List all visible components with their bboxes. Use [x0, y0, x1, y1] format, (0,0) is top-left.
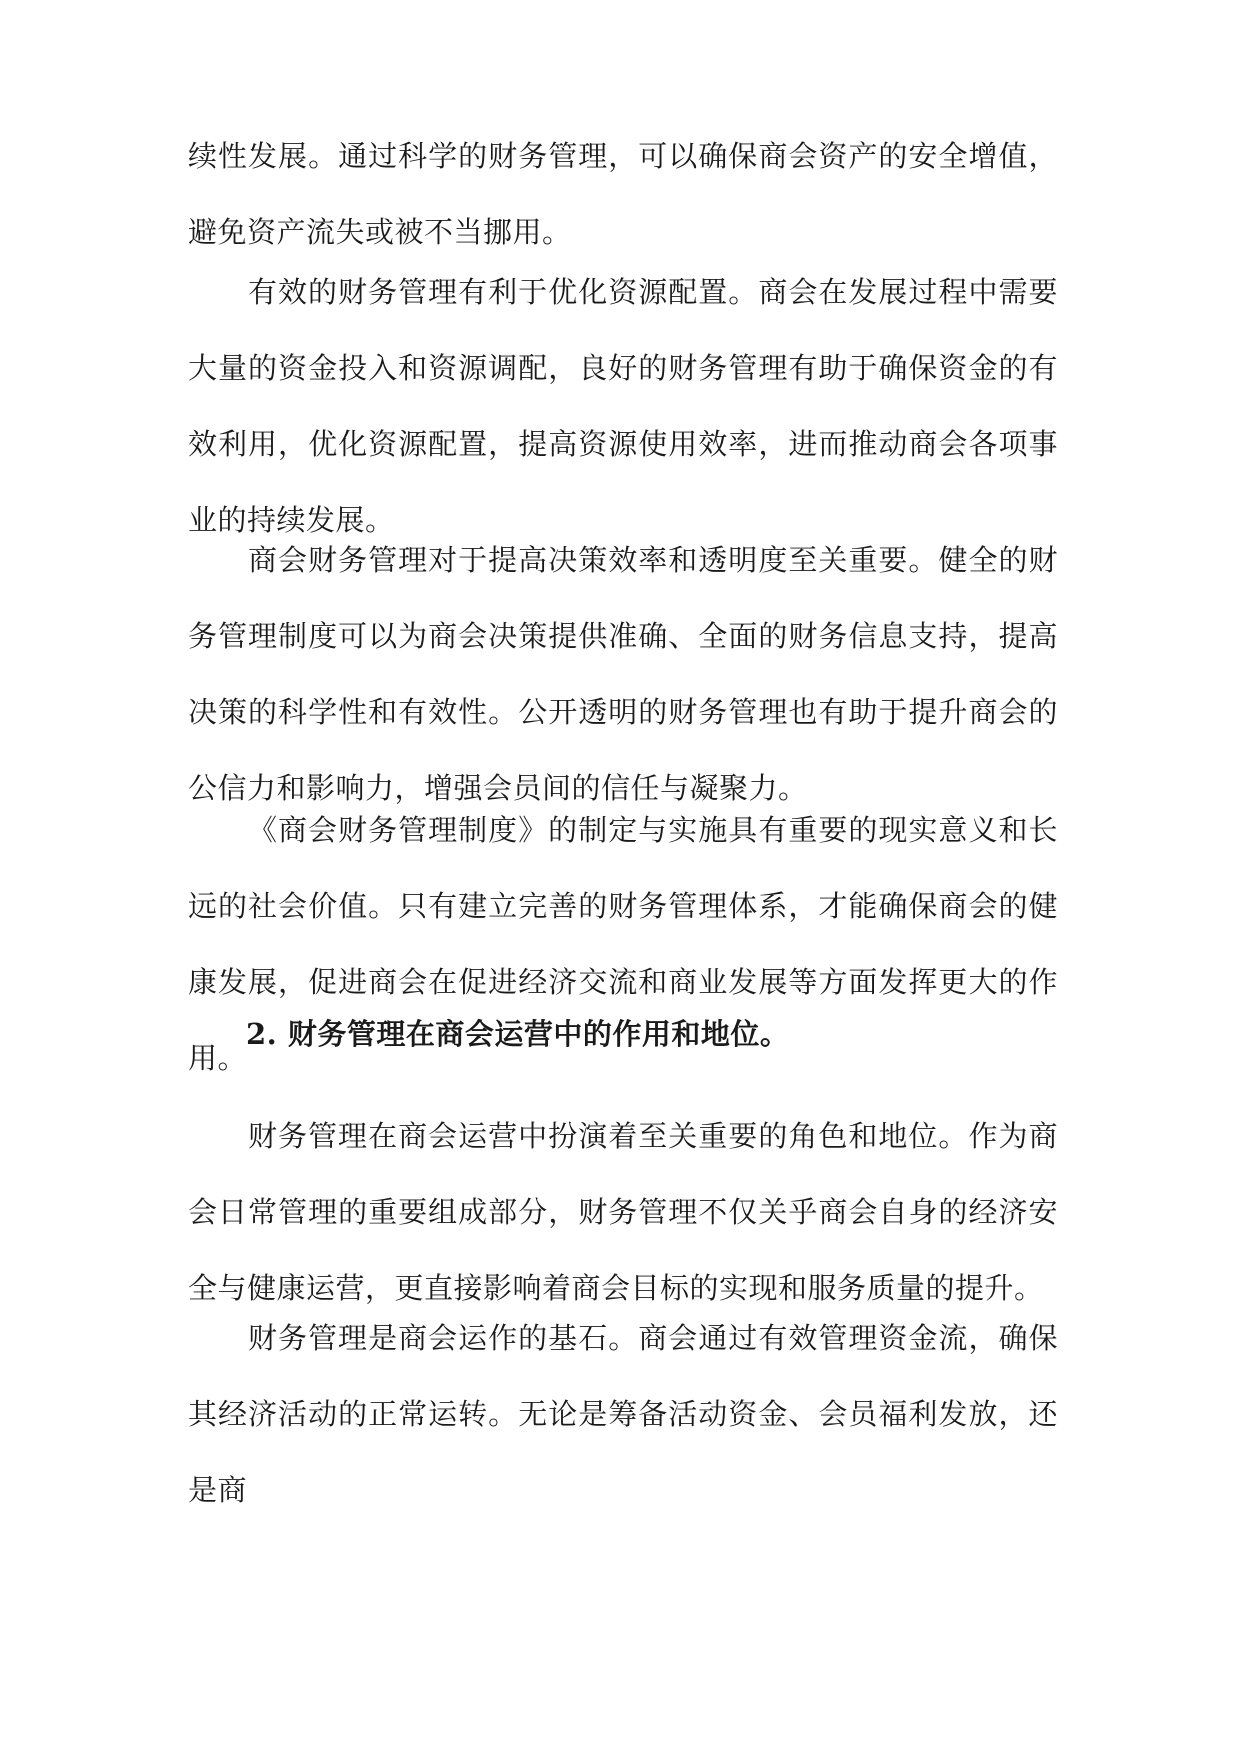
paragraph-resource-allocation: 有效的财务管理有利于优化资源配置。商会在发展过程中需要大量的资金投入和资源调配，良好的财务管理有助于确保资金的有效利用，优化资源配置，提高资源使用效率，进而推动商会各项事业的持续发展。: [188, 275, 1058, 537]
paragraph-decision-transparency: 商会财务管理对于提高决策效率和透明度至关重要。健全的财务管理制度可以为商会决策提供准确、全面的财务信息支持，提高决策的科学性和有效性。公开透明的财务管理也有助于提升商会的公信力和影响力，增强会员间的信任与凝聚力。: [188, 543, 1058, 805]
section-heading: 2. 财务管理在商会运营中的作用和地位。: [246, 1017, 790, 1051]
paragraph-regulation-significance: 《商会财务管理制度》的制定与实施具有重要的现实意义和长远的社会价值。只有建立完善的财务管理体系，才能确保商会的健康发展，促进商会在促进经济交流和商业发展等方面发挥更大的作用。: [188, 813, 1058, 1075]
paragraph-cornerstone: 财务管理是商会运作的基石。商会通过有效管理资金流，确保其经济活动的正常运转。无论是筹备活动资金、会员福利发放，还是商: [188, 1321, 1058, 1507]
paragraph-continuation: 续性发展。通过科学的财务管理，可以确保商会资产的安全增值，避免资产流失或被不当挪用。: [188, 139, 1058, 249]
paragraph-role-and-status: 财务管理在商会运营中扮演着至关重要的角色和地位。作为商会日常管理的重要组成部分，财务管理不仅关乎商会自身的经济安全与健康运营，更直接影响着商会目标的实现和服务质量的提升。: [188, 1119, 1058, 1305]
